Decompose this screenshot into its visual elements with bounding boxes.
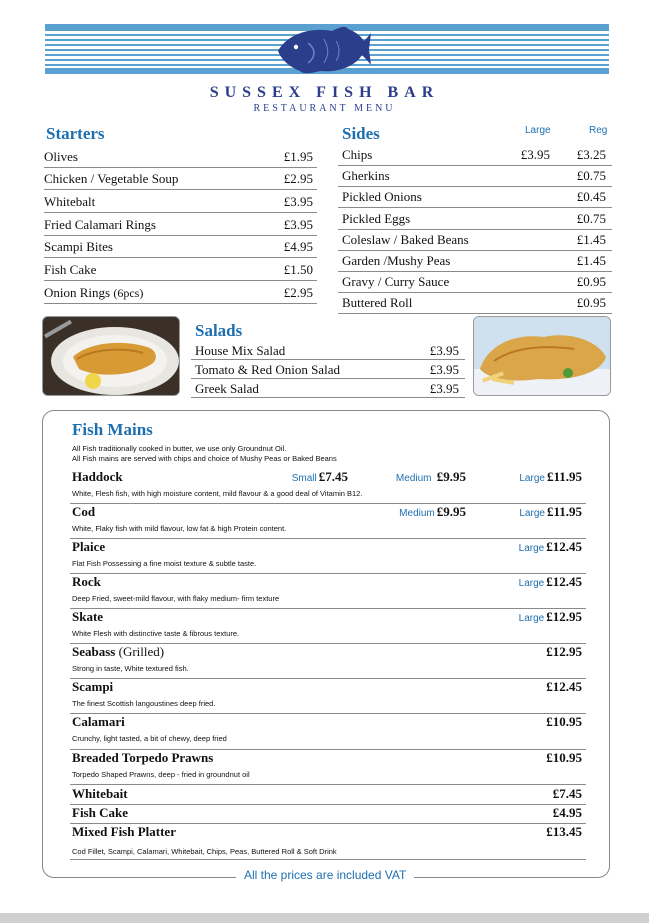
- list-item: Pickled Eggs £0.75: [338, 208, 612, 230]
- restaurant-subtitle: RESTAURANT MENU: [253, 103, 396, 114]
- list-item: Gravy / Curry Sauce £0.95: [338, 271, 612, 293]
- list-item: Olives £1.95: [44, 146, 317, 168]
- table-row: Seabass (Grilled) Strong in taste, White textured fish. £12.95: [70, 644, 586, 679]
- fish-mains-note: All Fish traditionally cooked in butter, we use only Groundnut Oil.: [72, 444, 287, 453]
- list-item: Coleslaw / Baked Beans £1.45: [338, 229, 612, 251]
- list-item: Fish Cake £1.50: [44, 259, 317, 281]
- salads-title: Salads: [195, 321, 243, 340]
- list-item: Tomato & Red Onion Salad £3.95: [191, 360, 465, 379]
- list-item: House Mix Salad £3.95: [191, 341, 465, 360]
- list-item: Buttered Roll £0.95: [338, 292, 612, 314]
- list-item: Fried Calamari Rings £3.95: [44, 214, 317, 236]
- bottom-bar: [0, 913, 649, 923]
- list-item: Gherkins £0.75: [338, 165, 612, 187]
- list-item: Onion Rings (6pcs) £2.95: [44, 282, 317, 304]
- table-row: Haddock White, Flesh fish, with high moisture content, mild flavour & a good deal of Vitamin B12. Small £7.45 Medium £9.95 Large £11.95: [70, 469, 586, 504]
- vat-note: All the prices are included VAT: [236, 868, 414, 882]
- table-row: Plaice Flat Fish Possessing a fine moist texture & subtle taste. Large £12.45: [70, 539, 586, 574]
- table-row: Rock Deep Fried, sweet-mild flavour, with flaky medium- firm texture Large £12.45: [70, 574, 586, 609]
- sides-large-header: Large: [525, 125, 551, 136]
- list-item: Scampi Bites £4.95: [44, 236, 317, 258]
- fish-mains-title: Fish Mains: [72, 420, 153, 439]
- list-item: Chips £3.95 £3.25: [338, 144, 612, 166]
- table-row: Whitebait £7.45: [70, 786, 586, 805]
- table-row: Scampi The finest Scottish langoustines deep fried. £12.45: [70, 679, 586, 714]
- restaurant-name: SUSSEX FISH BAR: [209, 84, 440, 101]
- list-item: Whitebalt £3.95: [44, 191, 317, 213]
- fish-plate-photo: [42, 316, 180, 396]
- table-row: Cod White, Flaky fish with mild flavour, low fat & high Protein content. Medium £9.95 Large £11.95: [70, 504, 586, 539]
- fish-mains-note: All Fish mains are served with chips and choice of Mushy Peas or Baked Beans: [72, 454, 337, 463]
- sides-title: Sides: [342, 124, 380, 143]
- table-row: Fish Cake £4.95: [70, 805, 586, 824]
- starters-title: Starters: [46, 124, 105, 143]
- list-item: Garden /Mushy Peas £1.45: [338, 250, 612, 272]
- table-row: Breaded Torpedo Prawns Torpedo Shaped Prawns, deep - fried in groundnut oil £10.95: [70, 750, 586, 785]
- list-item: Greek Salad £3.95: [191, 379, 465, 398]
- list-item: Pickled Onions £0.45: [338, 186, 612, 208]
- list-item: Chicken / Vegetable Soup £2.95: [44, 168, 317, 190]
- fish-and-chips-photo: [473, 316, 611, 396]
- fish-logo-icon: [274, 23, 372, 75]
- table-row: Mixed Fish Platter Cod Fillet, Scampi, Calamari, Whitebait, Chips, Peas, Buttered Roll & Soft Drink £13.45: [70, 824, 586, 860]
- table-row: Skate White Flesh with distinctive taste & fibrous texture. Large £12.95: [70, 609, 586, 644]
- table-row: Calamari Crunchy, light tasted, a bit of chewy, deep fried £10.95: [70, 714, 586, 750]
- sides-reg-header: Reg: [589, 125, 608, 136]
